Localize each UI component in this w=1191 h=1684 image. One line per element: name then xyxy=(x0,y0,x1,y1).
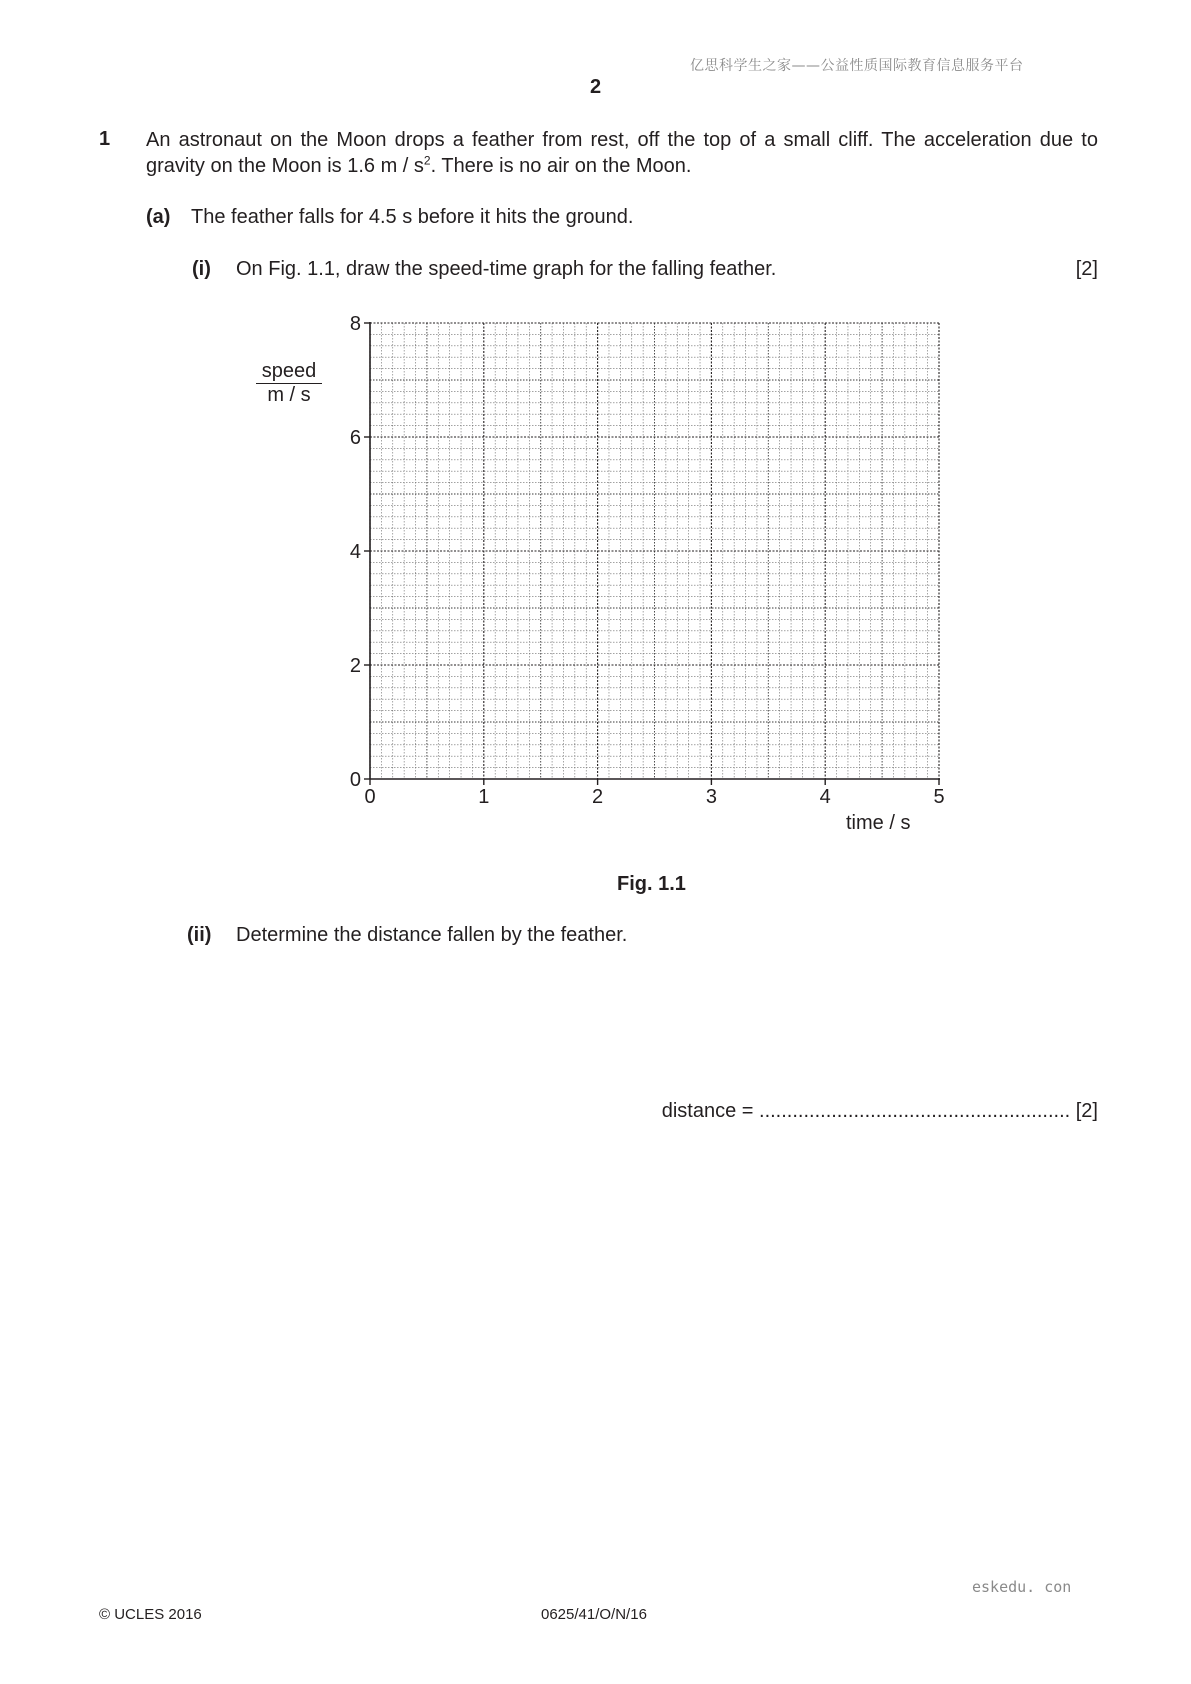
part-a-text: The feather falls for 4.5 s before it hits the ground. xyxy=(191,206,634,228)
page-number: 2 xyxy=(590,76,602,98)
distance-answer-dots[interactable]: ........................................................ xyxy=(759,1100,1071,1122)
y-axis-label-unit: m / s xyxy=(267,384,311,406)
x-tick-label: 4 xyxy=(819,786,831,808)
question-text-end: . There is no air on the Moon. xyxy=(430,155,692,177)
part-ii-text: Determine the distance fallen by the feather. xyxy=(236,924,628,946)
footer-paper-code: 0625/41/O/N/16 xyxy=(541,1606,647,1623)
y-axis-label-quantity: speed xyxy=(261,360,317,382)
part-a-label: (a) xyxy=(146,206,171,228)
part-ii-marks: [2] xyxy=(1075,1100,1098,1122)
x-tick-label: 0 xyxy=(364,786,376,808)
distance-answer-label: distance = xyxy=(661,1100,754,1122)
y-tick-label: 6 xyxy=(349,427,361,449)
x-tick-label: 2 xyxy=(592,786,604,808)
question-text-main: An astronaut on the Moon drops a feather from rest, off the top of a small cliff. The acceleration due to gravity on the Moon is 1.6 m / s xyxy=(146,129,1098,177)
part-i-text: On Fig. 1.1, draw the speed-time graph for the falling feather. xyxy=(236,258,777,280)
x-tick-label: 5 xyxy=(933,786,945,808)
y-tick-label: 0 xyxy=(349,769,361,791)
question-number: 1 xyxy=(99,128,111,150)
axis-ticks xyxy=(350,313,945,808)
part-i-label: (i) xyxy=(192,258,211,280)
y-tick-label: 4 xyxy=(349,541,361,563)
question-text-superscript: 2 xyxy=(423,153,431,168)
x-tick-label: 1 xyxy=(478,786,490,808)
x-axis-label: time / s xyxy=(846,812,911,834)
distance-answer-line[interactable] xyxy=(662,1100,1098,1123)
figure-caption: Fig. 1.1 xyxy=(617,873,686,895)
watermark-header: 亿思科学生之家——公益性质国际教育信息服务平台 xyxy=(690,58,1024,74)
y-tick-label: 8 xyxy=(349,313,361,335)
watermark-site: eskedu. con xyxy=(972,1578,1072,1596)
part-i-marks: [2] xyxy=(1075,258,1098,280)
part-ii-label: (ii) xyxy=(187,924,212,946)
footer-copyright: © UCLES 2016 xyxy=(99,1606,202,1623)
x-tick-label: 3 xyxy=(705,786,717,808)
y-tick-label: 2 xyxy=(349,655,361,677)
